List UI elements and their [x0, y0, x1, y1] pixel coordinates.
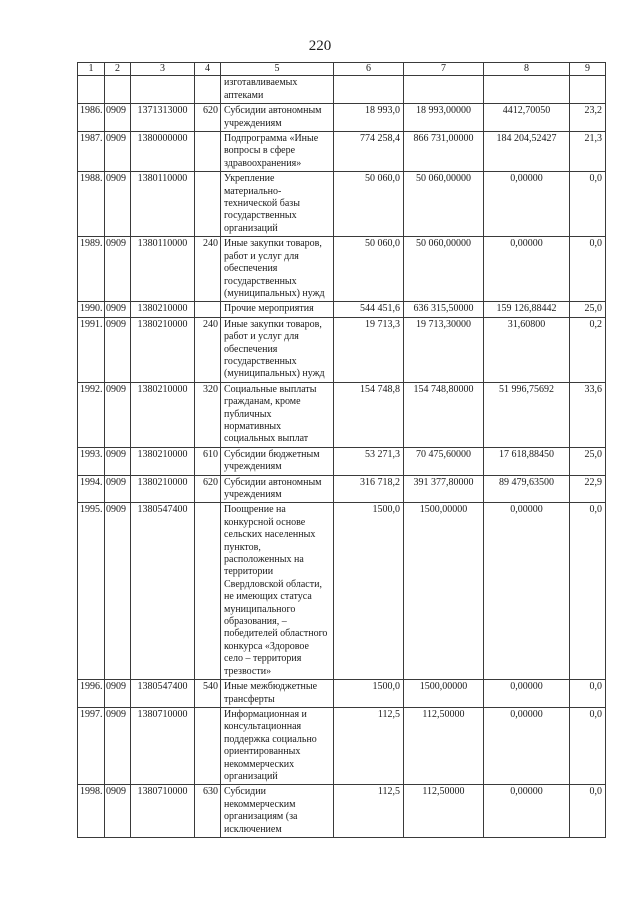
percent-cell: 25,0 [570, 302, 606, 317]
target-article-cell: 1380710000 [131, 707, 195, 784]
item-name-cell: Субсидии автономным учреждениям [221, 104, 334, 132]
expense-type-cell: 620 [195, 104, 221, 132]
plan-amount-cell: 50 060,0 [334, 172, 404, 237]
item-name-cell: Социальные выплаты гражданам, кроме публичных нормативных социальных выплат [221, 382, 334, 447]
table-row [78, 785, 606, 838]
row-number-cell: 1988. [78, 172, 105, 237]
column-header: 4 [195, 63, 221, 76]
specified-amount-cell: 50 060,00000 [404, 237, 484, 302]
table-row [78, 447, 606, 475]
specified-amount-cell: 636 315,50000 [404, 302, 484, 317]
target-article-cell: 1371313000 [131, 104, 195, 132]
plan-amount-cell: 1500,0 [334, 503, 404, 680]
actual-amount-cell: 0,00000 [484, 680, 570, 708]
actual-amount-cell [484, 76, 570, 104]
specified-amount-cell: 1500,00000 [404, 503, 484, 680]
expense-type-cell [195, 172, 221, 237]
percent-cell: 25,0 [570, 447, 606, 475]
target-article-cell: 1380210000 [131, 475, 195, 503]
expense-type-cell: 620 [195, 475, 221, 503]
actual-amount-cell: 51 996,75692 [484, 382, 570, 447]
actual-amount-cell: 4412,70050 [484, 104, 570, 132]
percent-cell: 0,0 [570, 785, 606, 838]
actual-amount-cell: 184 204,52427 [484, 132, 570, 172]
row-number-cell [78, 76, 105, 104]
column-header: 9 [570, 63, 606, 76]
percent-cell: 22,9 [570, 475, 606, 503]
row-number-cell: 1996. [78, 680, 105, 708]
item-name-cell: Иные закупки товаров, работ и услуг для обеспечения государственных (муниципальных) нужд [221, 237, 334, 302]
expense-type-cell: 630 [195, 785, 221, 838]
plan-amount-cell: 154 748,8 [334, 382, 404, 447]
percent-cell: 0,2 [570, 317, 606, 382]
specified-amount-cell: 19 713,30000 [404, 317, 484, 382]
row-number-cell: 1987. [78, 132, 105, 172]
target-article-cell: 1380210000 [131, 317, 195, 382]
specified-amount-cell: 50 060,00000 [404, 172, 484, 237]
target-article-cell: 1380110000 [131, 172, 195, 237]
plan-amount-cell [334, 76, 404, 104]
item-name-cell: Субсидии автономным учреждениям [221, 475, 334, 503]
percent-cell: 0,0 [570, 680, 606, 708]
target-article-cell: 1380210000 [131, 302, 195, 317]
target-article-cell: 1380110000 [131, 237, 195, 302]
section-cell: 0909 [105, 785, 131, 838]
plan-amount-cell: 774 258,4 [334, 132, 404, 172]
actual-amount-cell: 31,60800 [484, 317, 570, 382]
section-cell: 0909 [105, 237, 131, 302]
percent-cell: 23,2 [570, 104, 606, 132]
target-article-cell: 1380210000 [131, 447, 195, 475]
row-number-cell: 1989. [78, 237, 105, 302]
target-article-cell: 1380547400 [131, 503, 195, 680]
plan-amount-cell: 50 060,0 [334, 237, 404, 302]
row-number-cell: 1993. [78, 447, 105, 475]
plan-amount-cell: 112,5 [334, 707, 404, 784]
table-row [78, 317, 606, 382]
expense-type-cell [195, 132, 221, 172]
percent-cell: 0,0 [570, 503, 606, 680]
expense-type-cell [195, 302, 221, 317]
plan-amount-cell: 112,5 [334, 785, 404, 838]
expense-type-cell: 320 [195, 382, 221, 447]
section-cell: 0909 [105, 680, 131, 708]
specified-amount-cell: 154 748,80000 [404, 382, 484, 447]
section-cell: 0909 [105, 302, 131, 317]
percent-cell: 0,0 [570, 707, 606, 784]
row-number-cell: 1997. [78, 707, 105, 784]
item-name-cell: Поощрение на конкурсной основе сельских населенных пунктов, расположенных на территории Свердловской области, не имеющих статуса муниципального образования, – победителей областного конкурса «Здоровое село – территория трезвости» [221, 503, 334, 680]
specified-amount-cell: 391 377,80000 [404, 475, 484, 503]
row-number-cell: 1995. [78, 503, 105, 680]
target-article-cell: 1380710000 [131, 785, 195, 838]
plan-amount-cell: 316 718,2 [334, 475, 404, 503]
row-number-cell: 1998. [78, 785, 105, 838]
column-header: 2 [105, 63, 131, 76]
section-cell: 0909 [105, 475, 131, 503]
specified-amount-cell: 112,50000 [404, 785, 484, 838]
specified-amount-cell: 18 993,00000 [404, 104, 484, 132]
item-name-cell: Подпрограмма «Иные вопросы в сфере здравоохранения» [221, 132, 334, 172]
item-name-cell: Информационная и консультационная поддержка социально ориентированных некоммерческих организаций [221, 707, 334, 784]
table-row [78, 475, 606, 503]
specified-amount-cell: 112,50000 [404, 707, 484, 784]
table-row [78, 680, 606, 708]
section-cell: 0909 [105, 447, 131, 475]
actual-amount-cell: 0,00000 [484, 707, 570, 784]
section-cell [105, 76, 131, 104]
percent-cell: 33,6 [570, 382, 606, 447]
row-number-cell: 1986. [78, 104, 105, 132]
table-row [78, 104, 606, 132]
actual-amount-cell: 0,00000 [484, 503, 570, 680]
actual-amount-cell: 0,00000 [484, 785, 570, 838]
section-cell: 0909 [105, 132, 131, 172]
table-row [78, 382, 606, 447]
item-name-cell: изготавливаемых аптеками [221, 76, 334, 104]
table-row [78, 707, 606, 784]
section-cell: 0909 [105, 503, 131, 680]
column-header: 1 [78, 63, 105, 76]
specified-amount-cell: 866 731,00000 [404, 132, 484, 172]
plan-amount-cell: 544 451,6 [334, 302, 404, 317]
table-row [78, 132, 606, 172]
row-number-cell: 1992. [78, 382, 105, 447]
section-cell: 0909 [105, 172, 131, 237]
column-header: 8 [484, 63, 570, 76]
expense-type-cell: 240 [195, 317, 221, 382]
continuation-row [78, 76, 606, 104]
plan-amount-cell: 18 993,0 [334, 104, 404, 132]
percent-cell [570, 76, 606, 104]
table-row [78, 503, 606, 680]
expense-type-cell [195, 76, 221, 104]
item-name-cell: Иные закупки товаров, работ и услуг для обеспечения государственных (муниципальных) нужд [221, 317, 334, 382]
plan-amount-cell: 19 713,3 [334, 317, 404, 382]
target-article-cell: 1380547400 [131, 680, 195, 708]
expense-type-cell: 540 [195, 680, 221, 708]
section-cell: 0909 [105, 104, 131, 132]
expense-type-cell: 240 [195, 237, 221, 302]
budget-table [77, 62, 606, 838]
target-article-cell [131, 76, 195, 104]
item-name-cell: Субсидии некоммерческим организациям (за исключением [221, 785, 334, 838]
section-cell: 0909 [105, 707, 131, 784]
specified-amount-cell: 70 475,60000 [404, 447, 484, 475]
table-row [78, 237, 606, 302]
item-name-cell: Укрепление материально-технической базы государственных организаций [221, 172, 334, 237]
specified-amount-cell: 1500,00000 [404, 680, 484, 708]
table-row [78, 302, 606, 317]
row-number-cell: 1990. [78, 302, 105, 317]
percent-cell: 0,0 [570, 172, 606, 237]
actual-amount-cell: 159 126,88442 [484, 302, 570, 317]
column-header: 7 [404, 63, 484, 76]
item-name-cell: Субсидии бюджетным учреждениям [221, 447, 334, 475]
page-number: 220 [308, 38, 332, 54]
section-cell: 0909 [105, 382, 131, 447]
item-name-cell: Иные межбюджетные трансферты [221, 680, 334, 708]
expense-type-cell [195, 503, 221, 680]
row-number-cell: 1991. [78, 317, 105, 382]
actual-amount-cell: 17 618,88450 [484, 447, 570, 475]
actual-amount-cell: 89 479,63500 [484, 475, 570, 503]
column-number-row [78, 63, 606, 76]
plan-amount-cell: 53 271,3 [334, 447, 404, 475]
target-article-cell: 1380210000 [131, 382, 195, 447]
table-row [78, 172, 606, 237]
item-name-cell: Прочие мероприятия [221, 302, 334, 317]
row-number-cell: 1994. [78, 475, 105, 503]
column-header: 3 [131, 63, 195, 76]
actual-amount-cell: 0,00000 [484, 172, 570, 237]
actual-amount-cell: 0,00000 [484, 237, 570, 302]
column-header: 6 [334, 63, 404, 76]
expense-type-cell: 610 [195, 447, 221, 475]
percent-cell: 21,3 [570, 132, 606, 172]
section-cell: 0909 [105, 317, 131, 382]
percent-cell: 0,0 [570, 237, 606, 302]
plan-amount-cell: 1500,0 [334, 680, 404, 708]
target-article-cell: 1380000000 [131, 132, 195, 172]
expense-type-cell [195, 707, 221, 784]
specified-amount-cell [404, 76, 484, 104]
column-header: 5 [221, 63, 334, 76]
